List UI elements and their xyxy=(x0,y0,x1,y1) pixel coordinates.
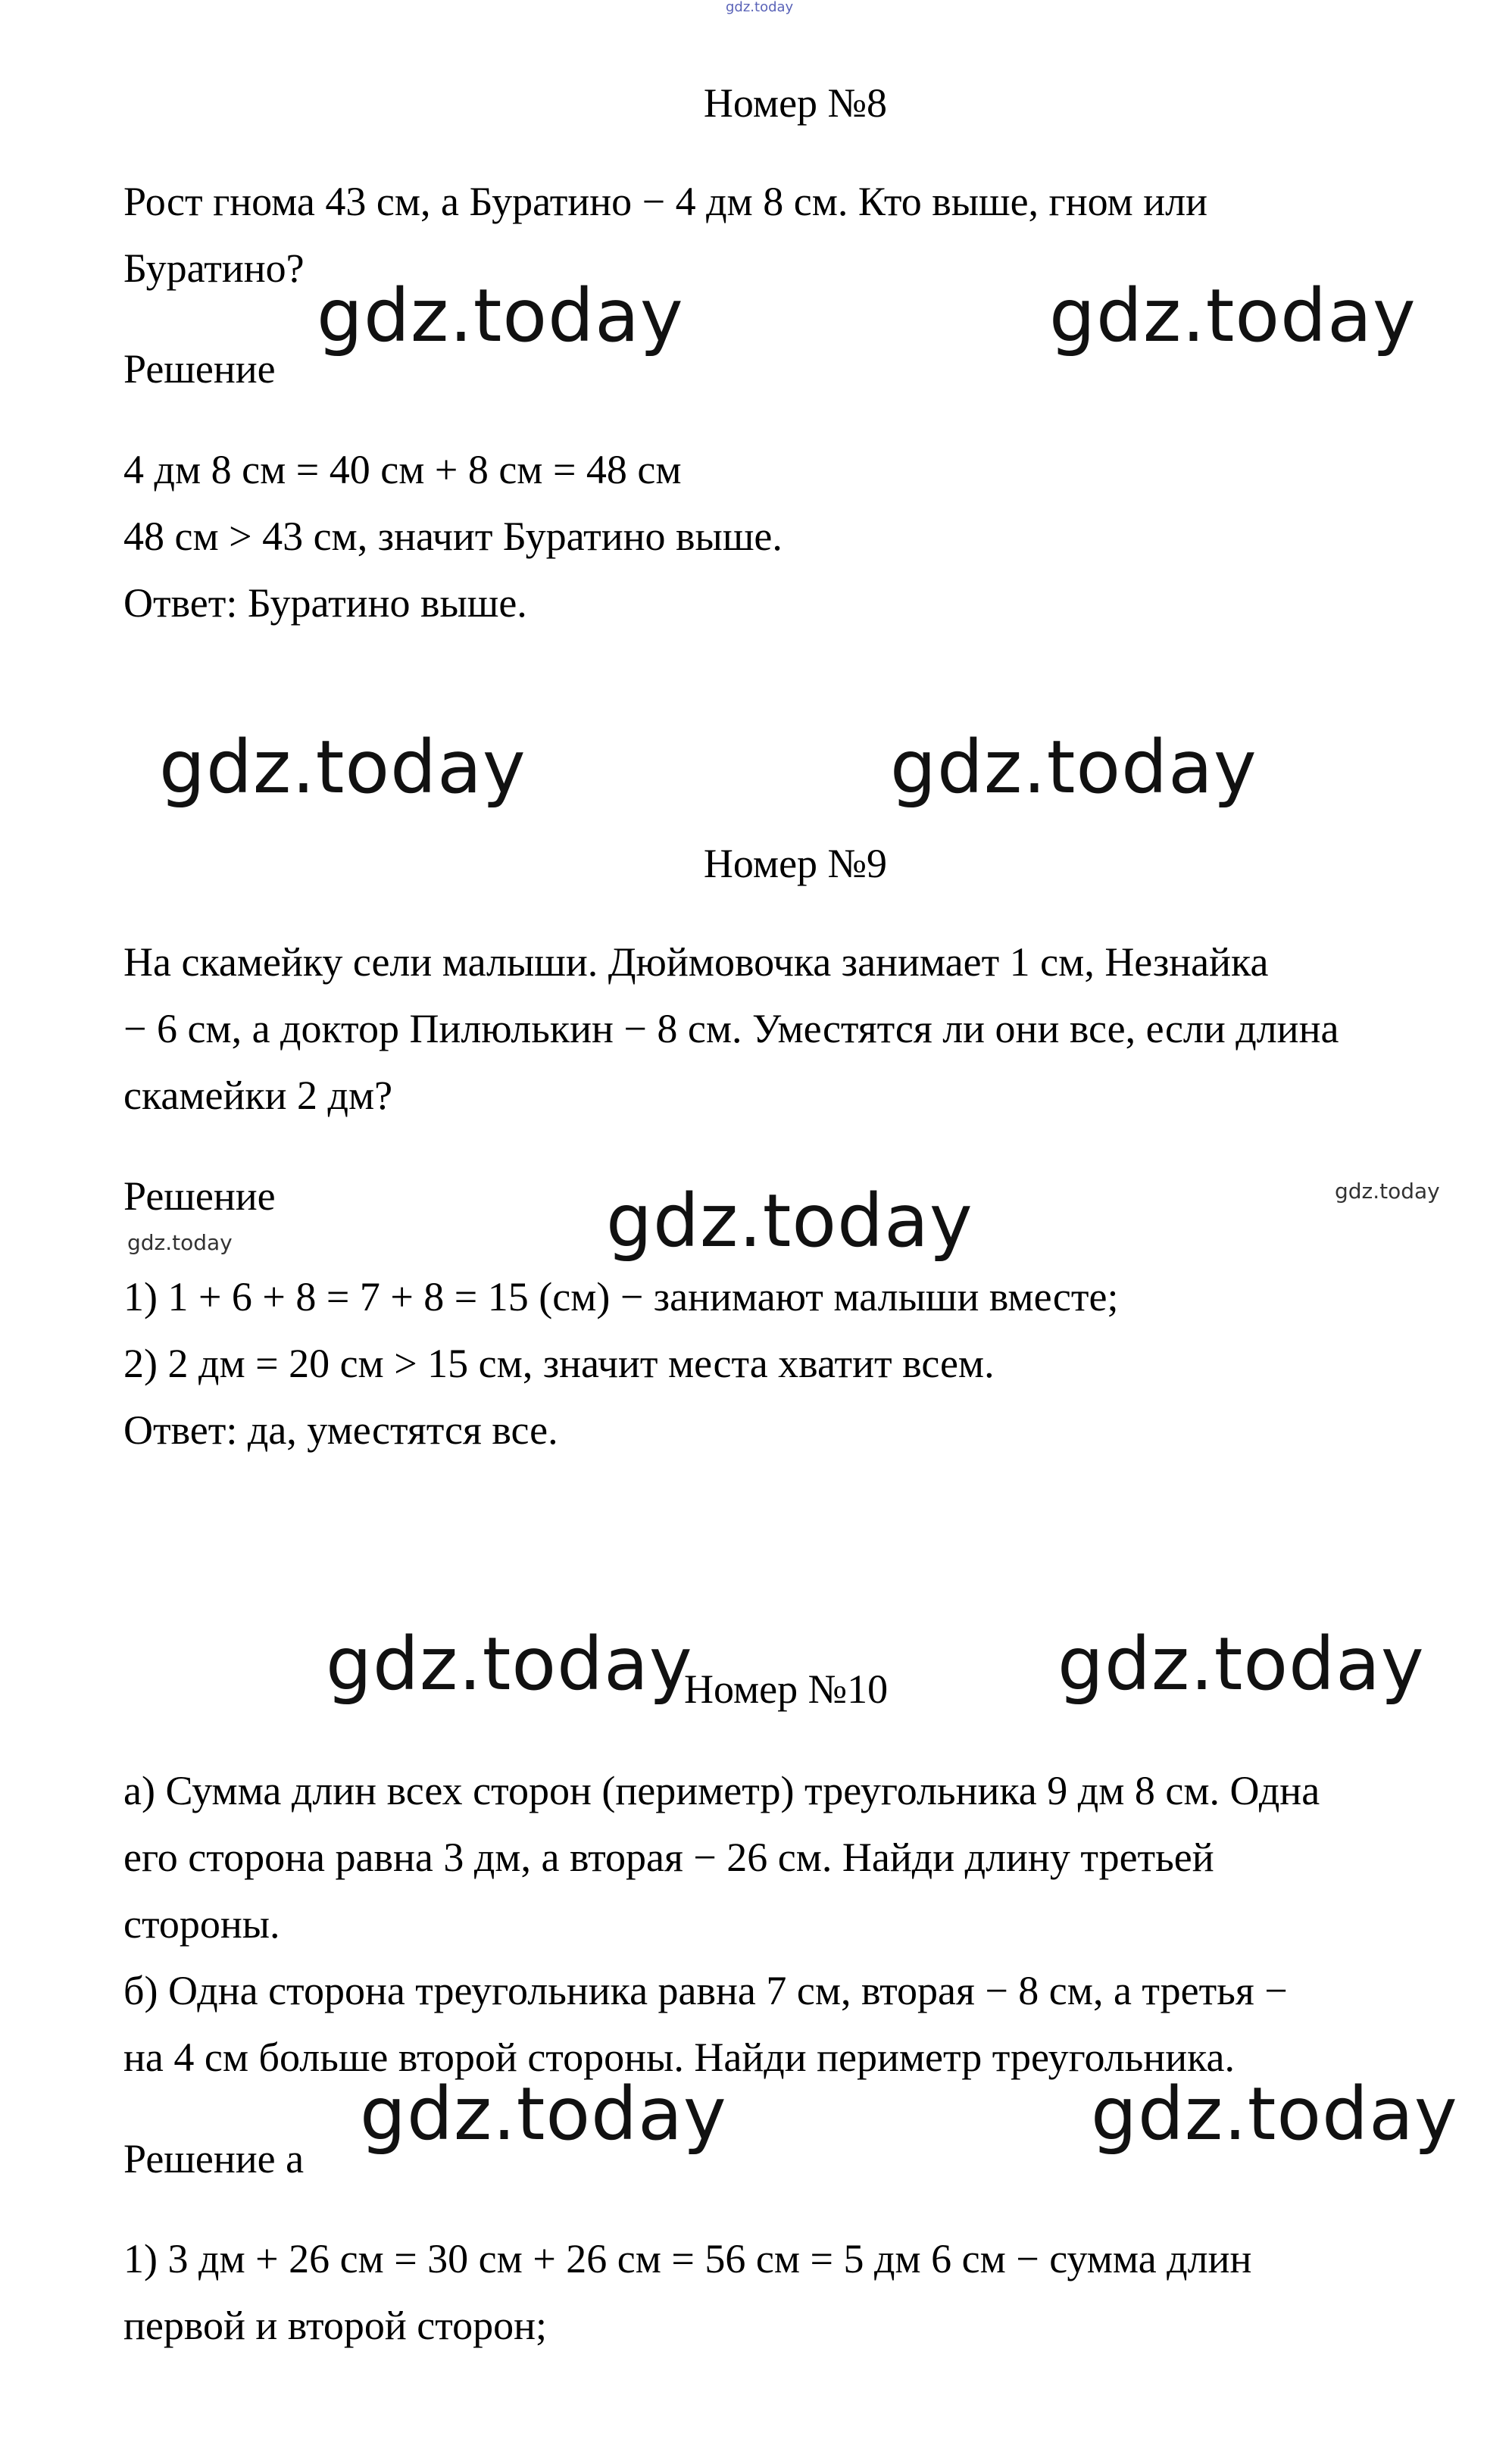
task8-question-line2: Буратино? xyxy=(123,245,305,291)
task10-solution-line1: 1) 3 дм + 26 см = 30 см + 26 см = 56 см = 5 дм 6 см − сумма длин xyxy=(123,2236,1252,2281)
watermark: gdz.today xyxy=(317,273,684,358)
task8-solution-label: Решение xyxy=(123,346,276,392)
task9-solution-line1: 1) 1 + 6 + 8 = 7 + 8 = 15 (см) − занимают малыши вместе; xyxy=(123,1274,1119,1320)
top-watermark: gdz.today xyxy=(726,0,794,15)
task10-part-b-line1: б) Одна сторона треугольника равна 7 см, вторая − 8 см, а третья − xyxy=(123,1968,1288,2013)
task10-part-a-line1: а) Сумма длин всех сторон (периметр) треугольника 9 дм 8 см. Одна xyxy=(123,1768,1320,1813)
watermark-small: gdz.today xyxy=(1335,1179,1440,1204)
task9-solution-label: Решение xyxy=(123,1173,276,1219)
task10-solution-line2: первой и второй сторон; xyxy=(123,2303,547,2348)
watermark: gdz.today xyxy=(1049,273,1417,358)
task8-answer: Ответ: Буратино выше. xyxy=(123,580,527,626)
task9-question-line1: На скамейку сели малыши. Дюймовочка занимает 1 см, Незнайка xyxy=(123,939,1269,985)
watermark: gdz.today xyxy=(360,2072,727,2156)
watermark: gdz.today xyxy=(1057,1622,1425,1707)
task10-part-a-line3: стороны. xyxy=(123,1901,280,1947)
watermark: gdz.today xyxy=(159,725,526,810)
watermark: gdz.today xyxy=(1091,2072,1458,2156)
task9-heading: Номер №9 xyxy=(703,841,888,886)
task10-solution-label: Решение а xyxy=(123,2136,305,2181)
task8-solution-line1: 4 дм 8 см = 40 см + 8 см = 48 см xyxy=(123,447,682,492)
task9-question-line3: скамейки 2 дм? xyxy=(123,1073,393,1118)
task10-part-a-line2: его сторона равна 3 дм, а вторая − 26 см. Найди длину третьей xyxy=(123,1835,1214,1880)
watermark-small: gdz.today xyxy=(127,1230,233,1255)
watermark: gdz.today xyxy=(326,1622,693,1707)
task10-part-b-line2: на 4 см больше второй стороны. Найди периметр треугольника. xyxy=(123,2035,1235,2080)
watermark: gdz.today xyxy=(890,725,1257,810)
watermark: gdz.today xyxy=(606,1179,973,1263)
task9-answer: Ответ: да, уместятся все. xyxy=(123,1407,558,1453)
task9-solution-line2: 2) 2 дм = 20 см > 15 см, значит места хватит всем. xyxy=(123,1341,995,1386)
task8-question-line1: Рост гнома 43 см, а Буратино − 4 дм 8 см. Кто выше, гном или xyxy=(123,179,1207,224)
task10-heading: Номер №10 xyxy=(684,1666,889,1712)
task9-question-line2: − 6 см, а доктор Пилюлькин − 8 см. Уместятся ли они все, если длина xyxy=(123,1006,1339,1051)
task8-heading: Номер №8 xyxy=(703,80,888,126)
task8-solution-line2: 48 см > 43 см, значит Буратино выше. xyxy=(123,514,783,559)
